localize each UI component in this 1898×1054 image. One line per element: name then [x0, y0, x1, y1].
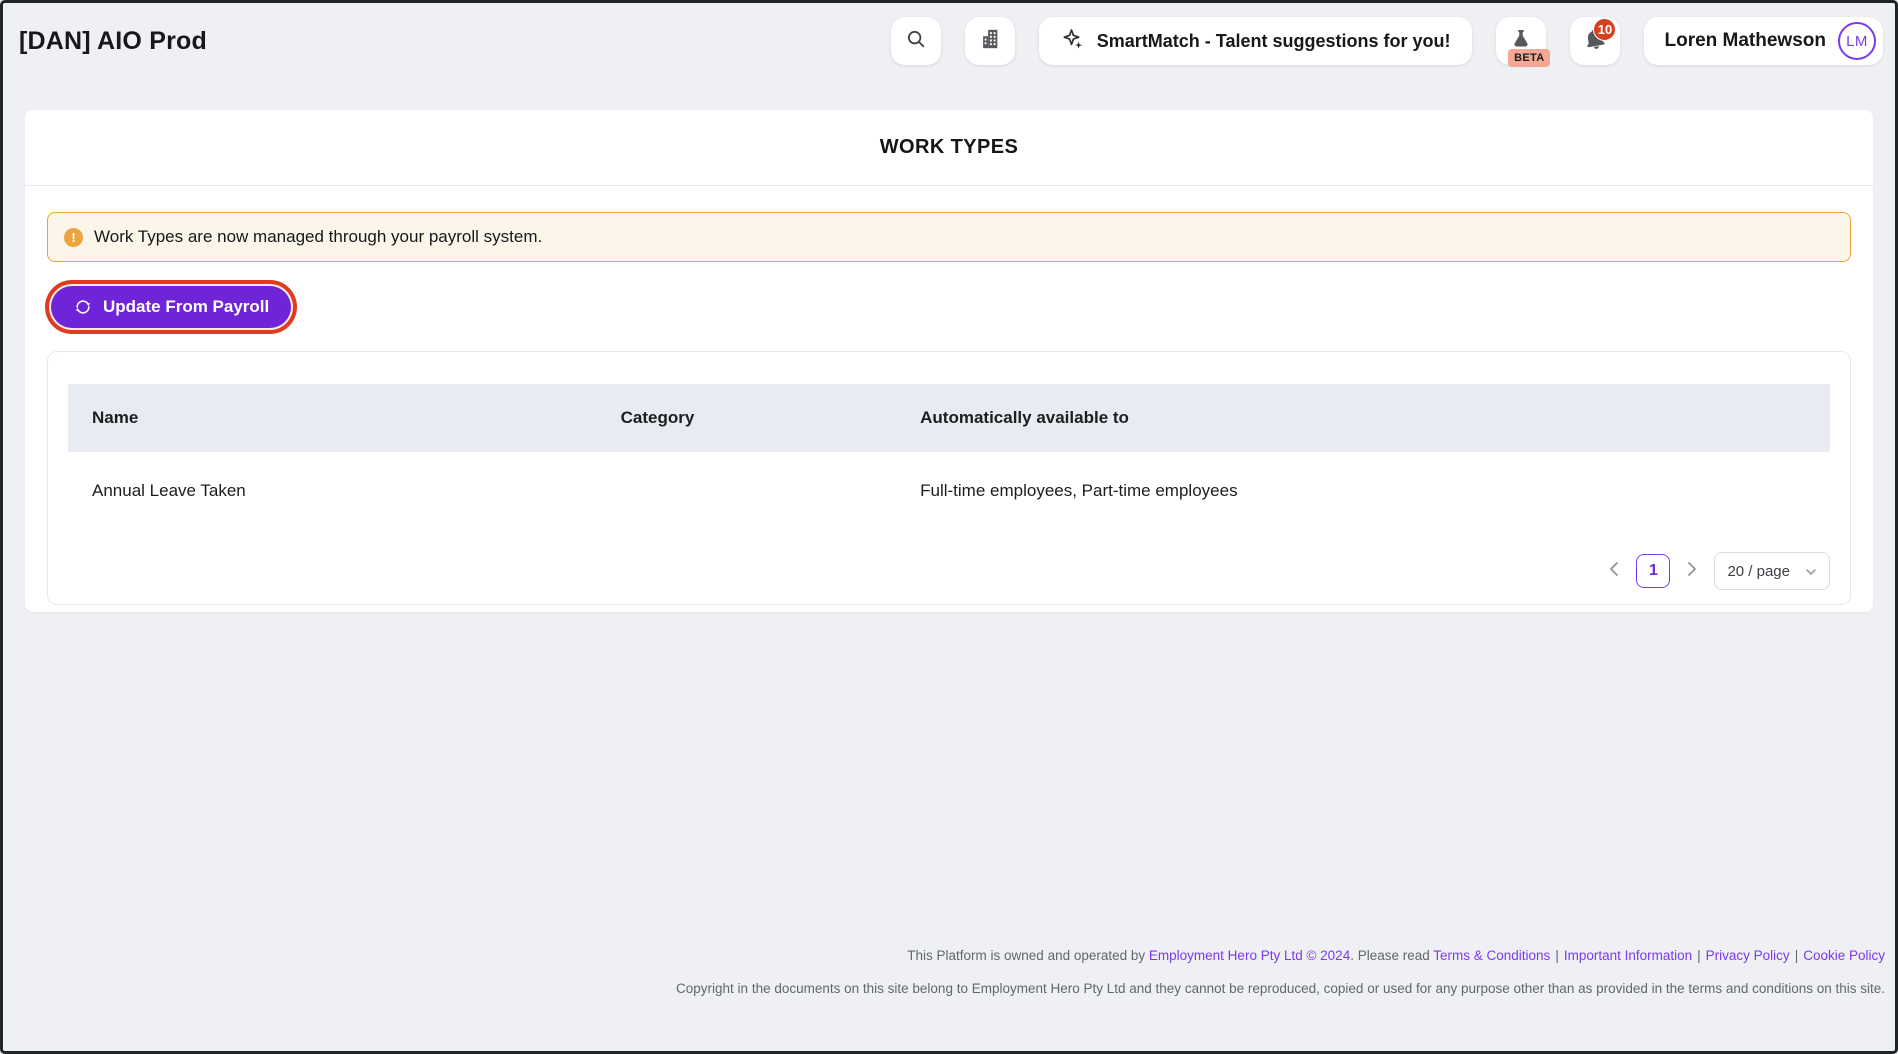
- building-icon: [979, 28, 1001, 55]
- labs-button[interactable]: [1496, 17, 1546, 65]
- pagination: [1605, 552, 1830, 590]
- app-title: [DAN] AIO Prod: [19, 26, 207, 55]
- previous-page-button[interactable]: [1605, 554, 1623, 588]
- top-bar: [3, 3, 1895, 79]
- footer-separator: |: [1555, 947, 1559, 963]
- page-size-select[interactable]: [1714, 552, 1830, 590]
- next-page-button[interactable]: [1683, 554, 1701, 588]
- footer-text: This Platform is owned and operated by: [907, 947, 1149, 963]
- company-link[interactable]: Employment Hero Pty Ltd © 2024: [1148, 947, 1351, 963]
- column-header-available-to: Automatically available to: [920, 408, 1129, 427]
- warning-icon: !: [64, 228, 83, 247]
- page-number-button[interactable]: 1: [1636, 554, 1670, 588]
- notice-text: Work Types are now managed through your payroll system.: [94, 227, 543, 246]
- sparkles-icon: [1061, 27, 1085, 56]
- legal-footer: [676, 947, 1885, 998]
- footer-line-1: [676, 947, 1885, 965]
- notification-count-badge: 10: [1593, 18, 1616, 41]
- search-button[interactable]: [891, 17, 941, 65]
- chevron-right-icon: [1687, 561, 1697, 582]
- column-header-category: Category: [620, 408, 695, 427]
- important-information-link[interactable]: Important Information: [1563, 947, 1693, 963]
- page-size-value: 20 / page: [1727, 562, 1790, 580]
- update-from-payroll-button[interactable]: [51, 286, 291, 328]
- cell-available-to: Full-time employees, Part-time employees: [920, 481, 1238, 500]
- card-body: [25, 186, 1873, 605]
- page-title: WORK TYPES: [25, 110, 1873, 186]
- footer-text: . Please read: [1350, 947, 1434, 963]
- cookie-policy-link[interactable]: Cookie Policy: [1803, 947, 1885, 963]
- beta-badge: BETA: [1508, 49, 1550, 67]
- table-row: [68, 452, 1830, 530]
- notifications-button[interactable]: [1570, 17, 1620, 65]
- refresh-icon: [73, 297, 93, 317]
- work-types-table-card: [47, 351, 1851, 605]
- column-header-name: Name: [92, 408, 139, 427]
- smartmatch-label: SmartMatch - Talent suggestions for you!: [1096, 30, 1451, 51]
- cell-name: Annual Leave Taken: [92, 481, 246, 500]
- work-types-card: [25, 110, 1873, 612]
- update-button-label: Update From Payroll: [103, 297, 270, 316]
- user-menu-button[interactable]: [1644, 17, 1883, 65]
- chevron-left-icon: [1609, 561, 1619, 582]
- organisation-button[interactable]: [965, 17, 1015, 65]
- table-header-row: [68, 384, 1830, 452]
- chevron-down-icon: [1805, 563, 1817, 580]
- terms-and-conditions-link[interactable]: Terms & Conditions: [1433, 947, 1551, 963]
- topbar-actions: [891, 17, 1883, 65]
- footer-separator: |: [1697, 947, 1701, 963]
- footer-line-2: Copyright in the documents on this site belong to Employment Hero Pty Ltd and they cannot be reproduced, copied or used for any purpose other than as provided in the terms and conditions on this site.: [676, 980, 1885, 996]
- privacy-policy-link[interactable]: Privacy Policy: [1705, 947, 1790, 963]
- footer-separator: |: [1794, 947, 1799, 963]
- user-name: Loren Mathewson: [1664, 30, 1826, 51]
- search-icon: [905, 28, 927, 55]
- smartmatch-banner-button[interactable]: [1039, 17, 1473, 65]
- avatar: LM: [1838, 22, 1876, 60]
- payroll-notice-banner: [47, 212, 1851, 262]
